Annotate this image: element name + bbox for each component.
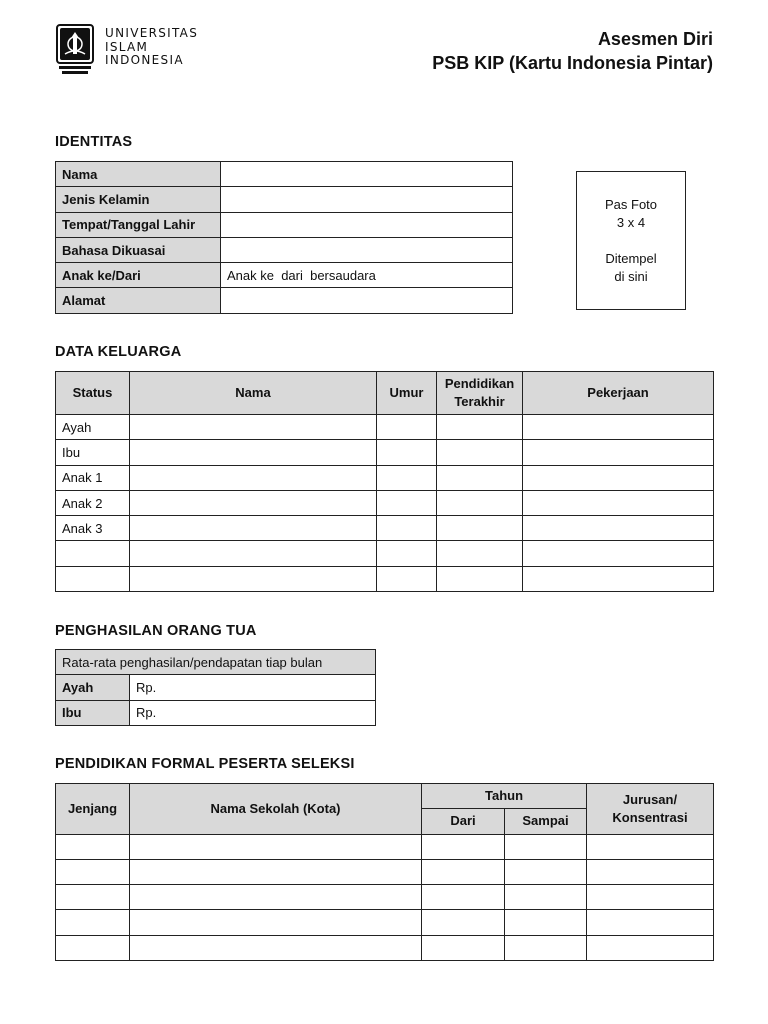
column-header: Umur [377,372,437,415]
nama-field[interactable] [221,162,513,187]
family-input-cell[interactable] [523,490,714,515]
education-input-cell[interactable] [130,935,422,960]
family-input-cell[interactable] [130,541,377,566]
field-label: Tempat/Tanggal Lahir [56,212,221,237]
table-row [56,885,714,910]
education-input-cell[interactable] [56,885,130,910]
table-row [56,465,714,490]
education-input-cell[interactable] [130,910,422,935]
column-header: Status [56,372,130,415]
table-row [56,859,714,884]
table-header-row [56,372,714,415]
education-input-cell[interactable] [587,885,714,910]
family-input-cell[interactable] [437,541,523,566]
education-input-cell[interactable] [422,910,505,935]
family-input-cell[interactable] [437,465,523,490]
family-input-cell[interactable] [523,415,714,440]
table-row [56,187,513,212]
table-row [56,910,714,935]
education-input-cell[interactable] [587,935,714,960]
family-input-cell[interactable] [377,516,437,541]
table-row [56,516,714,541]
family-input-cell[interactable] [130,566,377,591]
table-row [56,212,513,237]
photo-text: 3 x 4 [616,215,646,230]
column-header-line: Terakhir [454,394,505,409]
table-row [56,541,714,566]
family-input-cell[interactable] [523,465,714,490]
family-status-cell: Anak 1 [56,465,130,490]
family-input-cell[interactable] [437,490,523,515]
family-input-cell[interactable] [437,516,523,541]
ayah-income-field[interactable]: Rp. [130,675,376,700]
education-input-cell[interactable] [130,885,422,910]
column-header-line: Konsentrasi [612,809,688,825]
logo-line-2: ISLAM [105,39,149,54]
family-input-cell[interactable] [377,490,437,515]
column-header: Tahun [422,784,587,809]
bahasa-field[interactable] [221,237,513,262]
family-input-cell[interactable] [130,415,377,440]
education-input-cell[interactable] [505,859,587,884]
photo-text: Pas Foto [604,197,658,212]
column-header [587,784,714,835]
table-row [56,834,714,859]
education-table [55,783,714,961]
photo-text: Ditempel [605,251,657,266]
family-input-cell[interactable] [377,465,437,490]
education-input-cell[interactable] [130,859,422,884]
education-input-cell[interactable] [56,859,130,884]
family-input-cell[interactable] [523,566,714,591]
field-label: Nama [56,162,221,187]
family-status-cell [56,566,130,591]
tempat-tanggal-lahir-field[interactable] [221,212,513,237]
column-header: Sampai [505,809,587,834]
family-table [55,371,714,592]
family-input-cell[interactable] [523,541,714,566]
table-row [56,566,714,591]
table-row [56,415,714,440]
keluarga-heading: DATA KELUARGA [55,344,182,360]
education-input-cell[interactable] [130,834,422,859]
family-status-cell: Ibu [56,440,130,465]
family-status-cell: Anak 2 [56,490,130,515]
family-input-cell[interactable] [377,541,437,566]
logo-line-3: INDONESIA [105,53,184,67]
education-input-cell[interactable] [505,834,587,859]
family-input-cell[interactable] [130,465,377,490]
family-input-cell[interactable] [130,490,377,515]
family-input-cell[interactable] [437,415,523,440]
alamat-field[interactable] [221,288,513,313]
family-input-cell[interactable] [130,440,377,465]
table-row [56,700,376,725]
table-row [56,237,513,262]
column-header: Nama Sekolah (Kota) [130,784,422,835]
table-row [56,935,714,960]
jenis-kelamin-field[interactable] [221,187,513,212]
education-input-cell[interactable] [505,885,587,910]
anak-ke-field[interactable]: Anak ke dari bersaudara [221,263,513,288]
education-input-cell[interactable] [422,885,505,910]
education-input-cell[interactable] [422,935,505,960]
column-header: Jenjang [56,784,130,835]
field-label: Anak ke/Dari [56,263,221,288]
education-input-cell[interactable] [505,910,587,935]
photo-placeholder [576,171,686,310]
income-label: Ayah [56,675,130,700]
income-label: Ibu [56,700,130,725]
field-label: Bahasa Dikuasai [56,237,221,262]
education-input-cell[interactable] [587,859,714,884]
table-row [56,675,376,700]
table-row [56,440,714,465]
education-input-cell[interactable] [505,935,587,960]
table-header-row [56,650,376,675]
column-header [437,372,523,415]
education-input-cell[interactable] [56,834,130,859]
column-header-line: Pendidikan [444,376,515,391]
education-input-cell[interactable] [587,834,714,859]
family-input-cell[interactable] [437,566,523,591]
family-input-cell[interactable] [523,516,714,541]
education-input-cell[interactable] [422,859,505,884]
family-input-cell[interactable] [523,440,714,465]
document-title [432,27,713,75]
table-row [56,162,513,187]
income-header: Rata-rata penghasilan/pendapatan tiap bulan [56,650,376,675]
pendidikan-heading: PENDIDIKAN FORMAL PESERTA SELEKSI [55,756,355,772]
university-logo [55,24,215,76]
table-header-row [56,784,714,809]
column-header-line: Jurusan/ [622,791,678,807]
family-status-cell [56,541,130,566]
table-row [56,490,714,515]
column-header: Pekerjaan [523,372,714,415]
column-header: Dari [422,809,505,834]
title-line-2: PSB KIP (Kartu Indonesia Pintar) [432,53,713,73]
table-row [56,263,513,288]
family-input-cell[interactable] [377,440,437,465]
family-input-cell[interactable] [130,516,377,541]
family-input-cell[interactable] [377,415,437,440]
ibu-income-field[interactable]: Rp. [130,700,376,725]
identity-table [55,161,513,314]
logo-wordmark [105,27,198,68]
family-input-cell[interactable] [377,566,437,591]
education-input-cell[interactable] [56,935,130,960]
family-input-cell[interactable] [437,440,523,465]
penghasilan-heading: PENGHASILAN ORANG TUA [55,623,257,639]
photo-text: di sini [614,269,648,284]
field-label: Alamat [56,288,221,313]
logo-line-1: UNIVERSITAS [105,26,199,40]
education-input-cell[interactable] [422,834,505,859]
identitas-heading: IDENTITAS [55,134,133,150]
income-table [55,649,376,726]
table-row [56,288,513,313]
uii-emblem-icon [55,24,95,76]
education-input-cell[interactable] [587,910,714,935]
title-line-1: Asesmen Diri [597,29,713,49]
family-status-cell: Ayah [56,415,130,440]
education-input-cell[interactable] [56,910,130,935]
column-header: Nama [130,372,377,415]
family-status-cell: Anak 3 [56,516,130,541]
field-label: Jenis Kelamin [56,187,221,212]
